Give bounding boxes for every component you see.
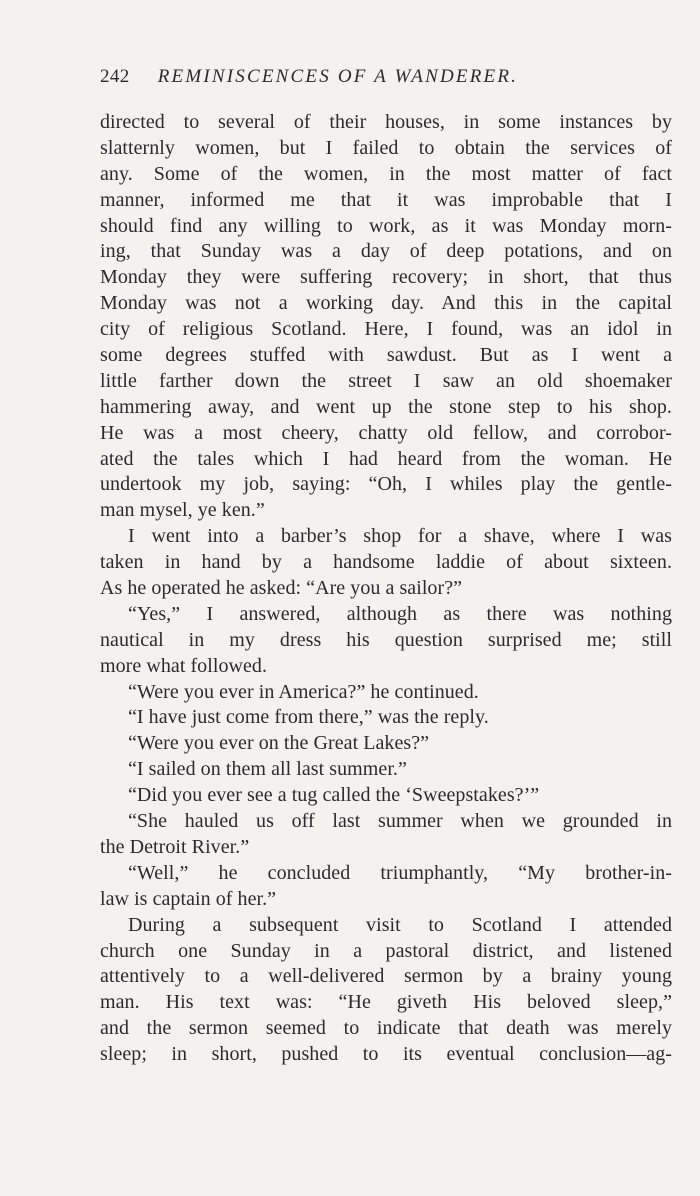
page-number: 242 bbox=[100, 66, 130, 87]
text-line: attentively to a well-delivered sermon by a brainy young bbox=[100, 965, 672, 988]
text-line: manner, informed me that it was improbable that I bbox=[100, 188, 672, 211]
text-line: “Well,” he concluded triumphantly, “My brother-in- bbox=[128, 861, 672, 884]
text-line: directed to several of their houses, in some instances by bbox=[100, 111, 672, 133]
text-line: slatternly women, but I failed to obtain the services of bbox=[100, 136, 672, 159]
running-header bbox=[100, 66, 620, 94]
text-line: the Detroit River.” bbox=[100, 835, 250, 858]
text-line: ated the tales which I had heard from the woman. He bbox=[100, 447, 672, 470]
body-text bbox=[100, 110, 672, 1068]
text-line: He was a most cheery, chatty old fellow, and corrobor- bbox=[100, 421, 672, 444]
text-line: Monday they were suffering recovery; in short, that thus bbox=[100, 266, 672, 289]
text-line: As he operated he asked: “Are you a sailor?” bbox=[100, 577, 463, 600]
text-line: man. His text was: “He giveth His beloved sleep,” bbox=[100, 991, 672, 1014]
text-line: little farther down the street I saw an old shoemaker bbox=[100, 369, 672, 392]
text-line: church one Sunday in a pastoral district, and listened bbox=[100, 939, 672, 962]
text-line: ing, that Sunday was a day of deep potations, and on bbox=[100, 240, 672, 263]
text-line: taken in hand by a handsome laddie of about sixteen. bbox=[100, 551, 672, 574]
text-line: Monday was not a working day. And this in the capital bbox=[100, 292, 672, 315]
text-line: man mysel, ye ken.” bbox=[100, 499, 265, 522]
text-line: should find any willing to work, as it was Monday morn- bbox=[100, 214, 672, 237]
text-line: city of religious Scotland. Here, I found, was an idol in bbox=[100, 318, 672, 341]
text-line: and the sermon seemed to indicate that death was merely bbox=[100, 1017, 672, 1040]
text-line: nautical in my dress his question surprised me; still bbox=[100, 628, 672, 651]
text-line: I went into a barber’s shop for a shave, where I was bbox=[128, 525, 672, 548]
text-line: some degrees stuffed with sawdust. But as I went a bbox=[100, 344, 672, 367]
text-line: “I have just come from there,” was the reply. bbox=[128, 706, 489, 729]
text-line: any. Some of the women, in the most matter of fact bbox=[100, 162, 672, 185]
text-line: During a subsequent visit to Scotland I attended bbox=[128, 913, 672, 936]
text-line: “Did you ever see a tug called the ‘Sweepstakes?’” bbox=[128, 784, 540, 807]
text-line: sleep; in short, pushed to its eventual conclusion—ag- bbox=[100, 1043, 672, 1066]
text-line: “I sailed on them all last summer.” bbox=[128, 758, 407, 781]
text-line: “Yes,” I answered, although as there was nothing bbox=[128, 602, 672, 625]
text-line: “Were you ever on the Great Lakes?” bbox=[128, 732, 430, 755]
text-line: undertook my job, saying: “Oh, I whiles play the gentle- bbox=[100, 473, 672, 496]
text-line: “She hauled us off last summer when we grounded in bbox=[128, 810, 672, 833]
text-line: “Were you ever in America?” he continued. bbox=[128, 680, 479, 703]
text-line: more what followed. bbox=[100, 654, 268, 677]
running-title: REMINISCENCES OF A WANDERER. bbox=[157, 66, 519, 87]
text-line: law is captain of her.” bbox=[100, 887, 277, 910]
text-line: hammering away, and went up the stone step to his shop. bbox=[100, 395, 672, 418]
